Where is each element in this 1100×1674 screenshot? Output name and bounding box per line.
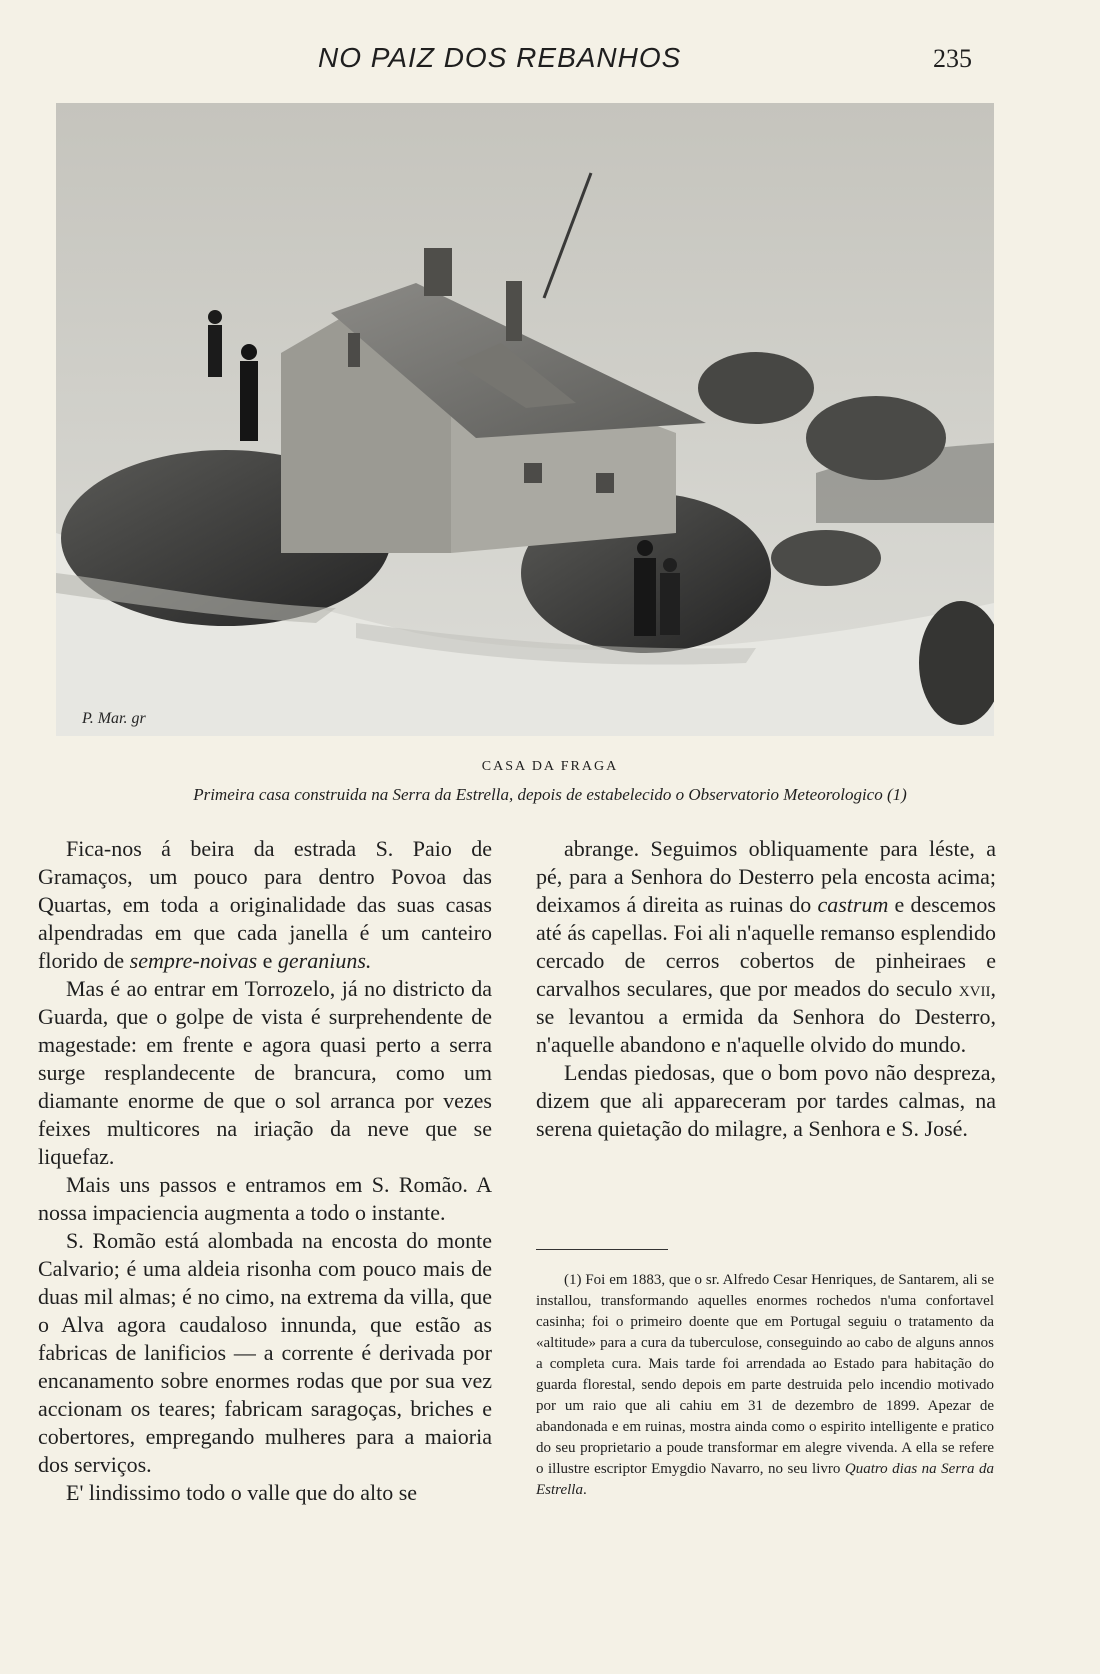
window-side-1 [524,463,542,483]
footnote-text-c: . [582,1482,587,1498]
mid-rock [698,352,814,424]
footnote-book-title: Quatro dias na Serra da Estrella [536,1461,994,1498]
photo-illustration [56,103,994,736]
footnote [536,1270,994,1501]
right-column [536,835,996,1143]
page-number: 235 [933,44,972,73]
right-paragraph-1-text-c: e descemos até ás capellas. Foi ali n'aquelle remanso esplendido cercado de cerros cobertos de pinheiraes e carvalhos seculares, que por meados do seculo [536,892,996,1001]
left-column [38,835,492,1507]
right-paragraph-1-italic-castrum: castrum [817,892,889,917]
window-left [348,333,360,367]
person-on-rock-1-head [208,310,222,324]
right-boulder [806,396,946,480]
person-on-rock-1-body [208,325,222,377]
left-paragraph-1-text-a: Fica-nos á beira da estrada S. Paio de Gramaços, um pouco para dentro Povoa das Quartas, em toda a originalidade das suas casas alpendradas em que cada janella é um canteiro florido de [38,836,492,973]
caption-title: CASA DA FRAGA [481,759,619,774]
left-paragraph-1-text-c: e [257,948,278,973]
caption-subtitle: Primeira casa construida na Serra da Estrella, depois de estabelecido o Observatorio Meteorologico (1) [193,785,907,804]
right-paragraph-1-text-a: abrange. Seguimos obliquamente para léste, a pé, para a Senhora do Desterro pela encosta acima; deixamos á direita as ruinas do [536,836,996,917]
footnote-paragraph [536,1270,994,1501]
footnote-rule [536,1249,668,1250]
mid-rock-2 [771,530,881,586]
person-near-boulder-2-head [663,558,677,572]
chimney-left [424,248,452,296]
left-paragraph-1-italic-a: sempre-noivas [129,948,258,973]
person-near-boulder-head [637,540,653,556]
right-paragraph-2: Lendas piedosas, que o bom povo não despreza, dizem que ali appareceram por tardes calmas, na serena quietação do milagre, a Senhora e S. José. [536,1060,996,1141]
left-paragraph-5: E' lindissimo todo o valle que do alto se [66,1480,418,1505]
left-paragraph-4: S. Romão está alombada na encosta do monte Calvario; é uma aldeia risonha com pouco mais de duas mil almas; é no cimo, na extrema da villa, que o Alva agora caudaloso innunda, que estão as fabricas de lanificios — a corrente é derivada por encanamento sobre enormes rodas que por sua vez accionam os teares; fabricam saragoças, briches e cobertores, empregando mulheres para a maioria dos serviços. [38,1228,492,1477]
window-side-2 [596,473,614,493]
running-head [0,42,1100,82]
running-title: NO PAIZ DOS REBANHOS [318,42,682,73]
person-on-rock-2-head [241,344,257,360]
person-near-boulder-2-body [660,573,680,635]
left-paragraph-2: Mas é ao entrar em Torrozelo, já no districto da Guarda, que o golpe de vista é surprehendente de magestade: em frente e agora quasi perto a serra surge resplandecente de brancura, como um diamante enorme de que o sol arranca por vezes feixes multicores na iriação da neve que se liquefaz. [38,976,492,1169]
photograph-casa-da-fraga [56,103,994,736]
footnote-text-a: (1) Foi em 1883, que o sr. Alfredo Cesar Henriques, de Santarem, ali se installou, transformando aquelles enormes rochedos n'uma confortavel casinha; foi o primeiro doente que em Portugal seguiu o tratamento da «altitude» para a cura da tuberculose, conseguindo ao cabo de alguns annos a completa cura. Mais tarde foi arrendada ao Estado para habitação do guarda florestal, sendo depois em parte destruida pelo incendio motivado por um raio que ali cahiu em 31 de dezembro de 1899. Apezar de abandonada e em ruinas, mostra ainda como o espirito intelligente e pratico do seu proprietario a poude transformar em alegre vivenda. A ella se refere o illustre escriptor Emygdio Navarro, no seu livro [536,1272,994,1477]
person-on-rock-2-body [240,361,258,441]
left-paragraph-1-italic-b: geraniuns. [277,948,372,973]
person-near-boulder-body [634,558,656,636]
left-paragraph-1 [38,835,492,975]
left-paragraph-3: Mais uns passos e entramos em S. Romão. A nossa impaciencia augmenta a todo o instante. [38,1172,492,1225]
right-paragraph-1-text-e: , se levantou a ermida da Senhora do Desterro, n'aquelle abandono e n'aquelle olvido do mundo. [536,976,996,1057]
chimney-right [506,281,522,341]
right-paragraph-1-smallcaps-century: xvii [958,976,991,1001]
photo-signature: P. Mar. gr [82,710,146,727]
right-paragraph-1 [536,835,996,1059]
